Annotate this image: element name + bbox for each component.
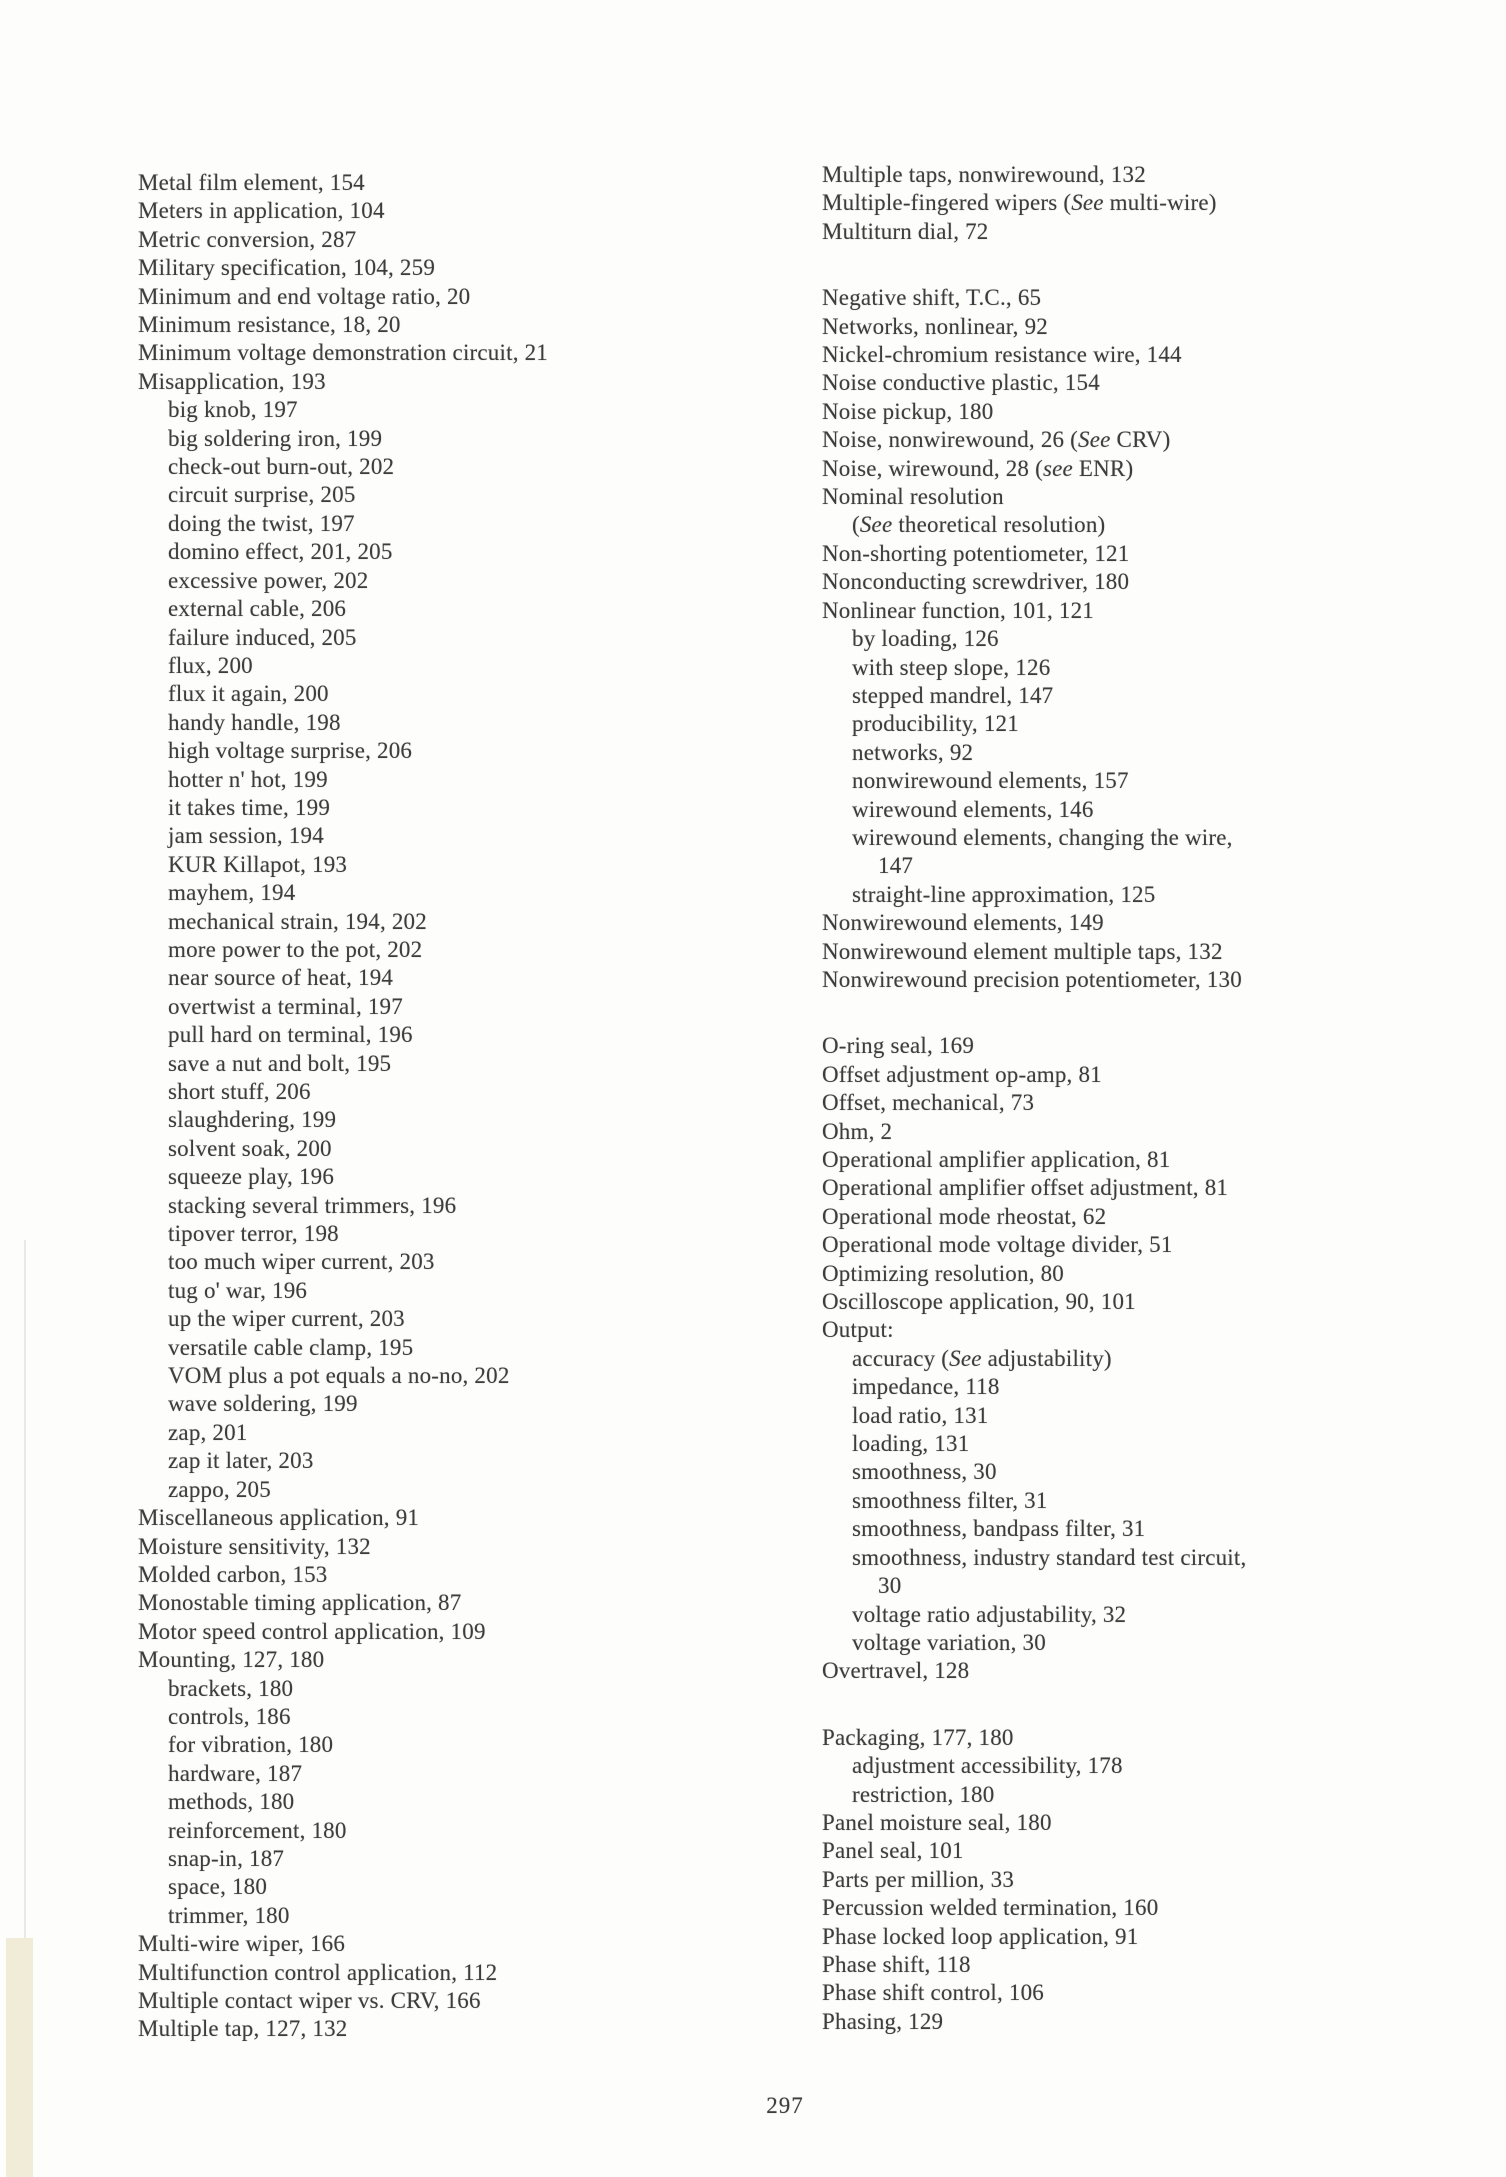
index-entry: zappo, 205 (168, 1476, 271, 1502)
index-entry: pull hard on terminal, 196 (168, 1022, 413, 1048)
index-entry: versatile cable clamp, 195 (168, 1334, 414, 1360)
index-entry: Multiple tap, 127, 132 (138, 2016, 348, 2042)
index-entry: by loading, 126 (852, 626, 999, 652)
index-entry: solvent soak, 200 (168, 1135, 332, 1161)
index-entry: Output: (822, 1317, 894, 1343)
index-entry: 30 (878, 1573, 902, 1599)
index-entry: Packaging, 177, 180 (822, 1724, 1014, 1750)
index-entry: Overtravel, 128 (822, 1658, 970, 1684)
index-entry: accuracy (See adjustability) (852, 1345, 1112, 1371)
index-entry: loading, 131 (852, 1431, 970, 1457)
index-entry: high voltage surprise, 206 (168, 738, 413, 764)
index-entry: overtwist a terminal, 197 (168, 993, 403, 1019)
index-entry: save a nut and bolt, 195 (168, 1050, 392, 1076)
index-entry: Nonlinear function, 101, 121 (822, 597, 1094, 623)
index-entry: for vibration, 180 (168, 1732, 334, 1758)
index-entry: tug o' war, 196 (168, 1277, 308, 1303)
index-entry: mechanical strain, 194, 202 (168, 908, 427, 934)
index-entry: zap, 201 (168, 1419, 248, 1445)
index-entry: Operational mode rheostat, 62 (822, 1203, 1107, 1229)
index-entry: space, 180 (168, 1874, 268, 1900)
index-entry: Optimizing resolution, 80 (822, 1260, 1065, 1286)
index-entry: snap-in, 187 (168, 1845, 285, 1871)
index-entry: smoothness filter, 31 (852, 1487, 1048, 1513)
index-entry: big soldering iron, 199 (168, 425, 383, 451)
index-entry: Nonwirewound elements, 149 (822, 910, 1104, 936)
index-entry: Nominal resolution (822, 484, 1004, 510)
index-entry: Miscellaneous application, 91 (138, 1505, 420, 1531)
index-entry: zap it later, 203 (168, 1448, 314, 1474)
index-entry: networks, 92 (852, 739, 974, 765)
index-entry: Phase shift control, 106 (822, 1980, 1044, 2006)
index-entry: external cable, 206 (168, 596, 347, 622)
index-entry: Nonconducting screwdriver, 180 (822, 569, 1130, 595)
index-entry: Metric conversion, 287 (138, 226, 357, 252)
index-entry: 147 (878, 853, 914, 879)
index-entry: up the wiper current, 203 (168, 1306, 405, 1332)
index-entry: too much wiper current, 203 (168, 1249, 435, 1275)
index-entry: Networks, nonlinear, 92 (822, 313, 1048, 339)
index-entry: Panel moisture seal, 180 (822, 1809, 1052, 1835)
index-entry: wirewound elements, 146 (852, 796, 1094, 822)
index-entry: restriction, 180 (852, 1781, 995, 1807)
index-entry: flux, 200 (168, 652, 253, 678)
index-entry: tipover terror, 198 (168, 1221, 339, 1247)
index-entry: Multiple-fingered wipers (See multi-wire) (822, 190, 1217, 216)
index-entry: Noise, nonwirewound, 26 (See CRV) (822, 427, 1171, 453)
index-entry: impedance, 118 (852, 1374, 1000, 1400)
index-entry: Non-shorting potentiometer, 121 (822, 540, 1130, 566)
index-entry: smoothness, 30 (852, 1459, 997, 1485)
index-entry: VOM plus a pot equals a no-no, 202 (168, 1363, 510, 1389)
index-entry: Noise conductive plastic, 154 (822, 370, 1100, 396)
index-entry: methods, 180 (168, 1789, 295, 1815)
index-entry: Noise, wirewound, 28 (see ENR) (822, 455, 1134, 481)
index-entry: Multifunction control application, 112 (138, 1959, 498, 1985)
page-edge-artifact (6, 1938, 33, 2177)
index-entry: mayhem, 194 (168, 880, 296, 906)
index-entry: trimmer, 180 (168, 1902, 290, 1928)
index-entry: Moisture sensitivity, 132 (138, 1533, 371, 1559)
index-entry: squeeze play, 196 (168, 1164, 335, 1190)
index-entry: brackets, 180 (168, 1675, 294, 1701)
index-entry: check-out burn-out, 202 (168, 454, 395, 480)
index-entry: Meters in application, 104 (138, 198, 385, 224)
index-entry: voltage ratio adjustability, 32 (852, 1601, 1127, 1627)
index-entry: O-ring seal, 169 (822, 1033, 975, 1059)
index-entry: Misapplication, 193 (138, 368, 326, 394)
index-entry: (See theoretical resolution) (852, 512, 1106, 538)
index-entry: nonwirewound elements, 157 (852, 768, 1129, 794)
index-entry: wirewound elements, changing the wire, (852, 824, 1233, 850)
index-entry: Offset, mechanical, 73 (822, 1090, 1035, 1116)
index-entry: Phasing, 129 (822, 2008, 944, 2034)
index-entry: stepped mandrel, 147 (852, 682, 1054, 708)
index-entry: Operational amplifier application, 81 (822, 1147, 1171, 1172)
index-entry: Nonwirewound element multiple taps, 132 (822, 938, 1223, 964)
index-entry: Panel seal, 101 (822, 1838, 964, 1864)
index-entry: smoothness, industry standard test circuit, (852, 1544, 1247, 1570)
index-entry: controls, 186 (168, 1703, 291, 1729)
index-entry: reinforcement, 180 (168, 1817, 347, 1843)
index-entry: Ohm, 2 (822, 1118, 893, 1144)
index-entry: smoothness, bandpass filter, 31 (852, 1516, 1146, 1542)
index-entry: Nonwirewound precision potentiometer, 130 (822, 966, 1242, 992)
index-entry: Minimum and end voltage ratio, 20 (138, 283, 471, 309)
index-entry: Military specification, 104, 259 (138, 255, 436, 281)
index-entry: Offset adjustment op-amp, 81 (822, 1061, 1102, 1087)
index-entry: flux it again, 200 (168, 681, 329, 707)
index-entry: Parts per million, 33 (822, 1866, 1015, 1892)
index-entry: more power to the pot, 202 (168, 936, 423, 962)
index-entry: Phase shift, 118 (822, 1951, 971, 1977)
index-entry: wave soldering, 199 (168, 1391, 358, 1417)
index-entry: load ratio, 131 (852, 1402, 989, 1428)
index-entry: adjustment accessibility, 178 (852, 1753, 1123, 1779)
index-entry: doing the twist, 197 (168, 510, 355, 536)
index-column-left (138, 169, 758, 2044)
index-entry: Operational amplifier offset adjustment, 81 (822, 1175, 1229, 1201)
index-entry: slaughdering, 199 (168, 1107, 337, 1133)
index-entry: Monostable timing application, 87 (138, 1590, 462, 1616)
index-entry: short stuff, 206 (168, 1079, 311, 1104)
index-entry: Nickel-chromium resistance wire, 144 (822, 342, 1182, 368)
index-entry: Molded carbon, 153 (138, 1561, 328, 1587)
index-entry: Multiturn dial, 72 (822, 218, 989, 244)
index-entry: KUR Killapot, 193 (168, 851, 348, 877)
index-entry: hardware, 187 (168, 1760, 303, 1786)
column-gap (822, 246, 1482, 284)
page-number: 297 (766, 2093, 804, 2118)
index-entry: Noise pickup, 180 (822, 398, 994, 424)
index-entry: voltage variation, 30 (852, 1629, 1046, 1655)
index-entry: hotter n' hot, 199 (168, 766, 328, 792)
index-entry: Oscilloscope application, 90, 101 (822, 1289, 1136, 1315)
index-entry: Multiple taps, nonwirewound, 132 (822, 162, 1146, 187)
index-entry: stacking several trimmers, 196 (168, 1192, 457, 1218)
index-entry: producibility, 121 (852, 711, 1019, 737)
index-entry: Percussion welded termination, 160 (822, 1895, 1159, 1921)
index-entry: straight-line approximation, 125 (852, 881, 1156, 907)
index-entry: near source of heat, 194 (168, 965, 394, 991)
index-entry: big knob, 197 (168, 397, 298, 423)
index-entry: Operational mode voltage divider, 51 (822, 1232, 1173, 1258)
index-entry: excessive power, 202 (168, 567, 369, 593)
index-entry: Phase locked loop application, 91 (822, 1923, 1139, 1949)
index-entry: Negative shift, T.C., 65 (822, 285, 1042, 311)
index-entry: circuit surprise, 205 (168, 482, 356, 508)
index-entry: Multi-wire wiper, 166 (138, 1931, 346, 1957)
index-entry: Metal film element, 154 (138, 170, 365, 195)
index-entry: Motor speed control application, 109 (138, 1618, 486, 1644)
column-gap (822, 1686, 1482, 1724)
index-entry: failure induced, 205 (168, 624, 357, 650)
column-gap (822, 994, 1482, 1032)
index-entry: Mounting, 127, 180 (138, 1647, 325, 1673)
index-entry: jam session, 194 (168, 823, 324, 849)
index-entry: it takes time, 199 (168, 794, 331, 820)
binding-shadow-line (24, 1240, 26, 1940)
index-entry: domino effect, 201, 205 (168, 539, 393, 565)
index-entry: with steep slope, 126 (852, 654, 1051, 680)
index-entry: Minimum voltage demonstration circuit, 21 (138, 340, 548, 366)
index-column-right (822, 161, 1482, 2036)
index-entry: Multiple contact wiper vs. CRV, 166 (138, 1988, 481, 2013)
index-entry: handy handle, 198 (168, 709, 341, 735)
index-entry: Minimum resistance, 18, 20 (138, 312, 401, 338)
